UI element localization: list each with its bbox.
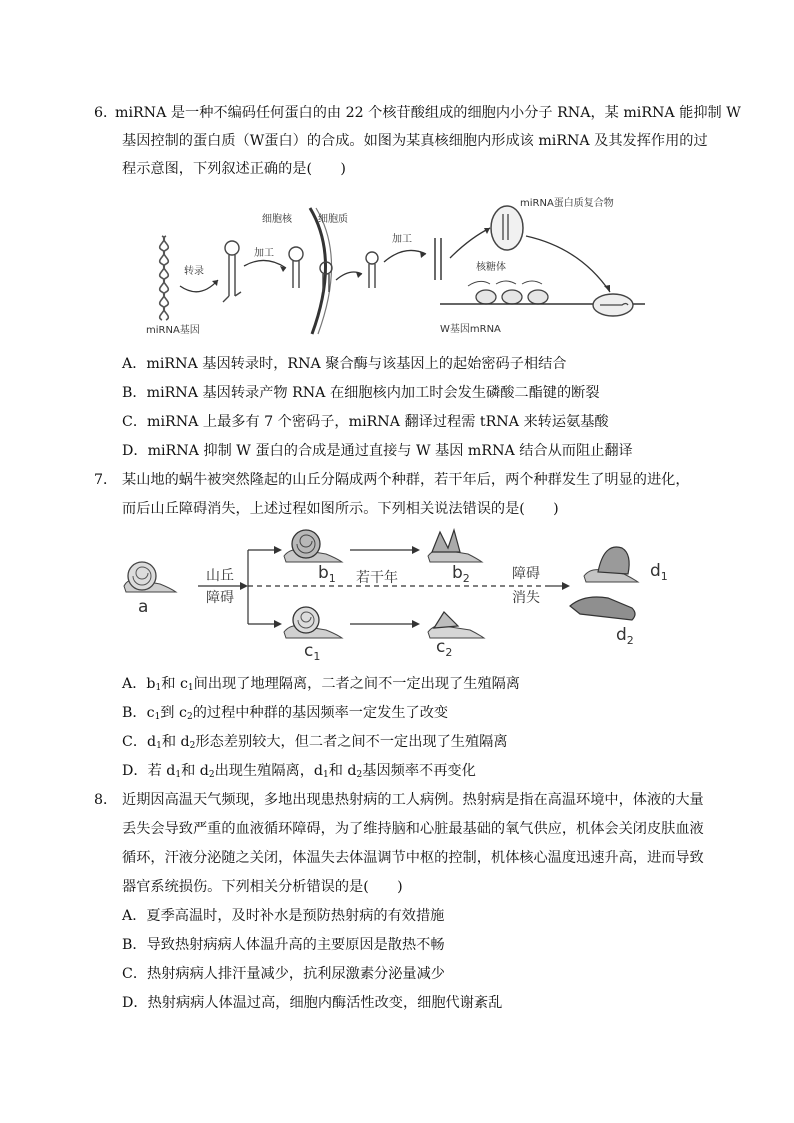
- nucleus-label: 细胞核: [262, 214, 292, 225]
- snail-icon: [284, 530, 342, 562]
- population-label: a: [138, 597, 149, 617]
- option-b[interactable]: B．$c_1$到 $c_2$的过程中种群的基因频率一定发生了改变: [122, 705, 449, 722]
- question-stem-line: 丢失会导致严重的血液循环障碍，为了维持脑和心脏最基础的氧气供应，机体会关闭皮肤血液: [122, 821, 704, 837]
- cytoplasm-label: 细胞质: [318, 214, 348, 225]
- question-stem-line: 器官系统损伤。下列相关分析错误的是( ): [122, 879, 403, 895]
- mirna-protein-complex-icon: [491, 206, 523, 250]
- pre-mirna-hairpin-icon: [289, 247, 303, 288]
- ribosome-icon: [476, 290, 548, 304]
- barrier-gone-label: 障碍: [512, 566, 540, 582]
- snail-icon: [570, 597, 635, 620]
- arrow-icon: [180, 280, 218, 292]
- mirna-duplex-icon: [435, 238, 441, 280]
- question-number: 7．: [94, 472, 118, 488]
- mrna-label: W基因mRNA: [440, 324, 501, 335]
- mirna-process-figure: [140, 188, 650, 340]
- barrier-gone-label: 消失: [512, 590, 540, 606]
- population-label: $b_2$: [452, 563, 470, 585]
- option-c[interactable]: C．$d_1$和 $d_2$形态差别较大，但二者之间不一定出现了生殖隔离: [122, 734, 508, 751]
- transcribe-label: 转录: [184, 266, 204, 277]
- ribosome-label: 核糖体: [476, 262, 506, 273]
- snail-speciation-figure: [118, 528, 678, 668]
- question-stem-line: 程示意图，下列叙述正确的是( ): [122, 161, 346, 177]
- option-d[interactable]: D．miRNA 抑制 W 蛋白的合成是通过直接与 W 基因 mRNA 结合从而阻止翻译: [122, 443, 633, 459]
- option-d[interactable]: D．热射病病人体温过高，细胞内酶活性改变，细胞代谢紊乱: [122, 995, 503, 1011]
- gene-label: miRNA基因: [146, 325, 200, 336]
- question-stem-line: 近期因高温天气频现，多地出现患热射病的工人病例。热射病是指在高温环境中，体液的大量: [122, 792, 704, 808]
- snail-icon: [584, 547, 638, 582]
- option-c[interactable]: C．miRNA 上最多有 7 个密码子，miRNA 翻译过程需 tRNA 来转运氨基酸: [122, 414, 609, 430]
- option-a[interactable]: A．夏季高温时，及时补水是预防热射病的有效措施: [122, 908, 445, 924]
- question-number: 6．: [94, 105, 118, 121]
- option-a[interactable]: A．$b_1$和 $c_1$间出现了地理隔离，二者之间不一定出现了生殖隔离: [122, 676, 520, 693]
- snail-icon: [124, 562, 176, 592]
- snail-icon: [428, 612, 484, 638]
- dna-helix-icon: [160, 236, 169, 320]
- barrier-label: 山丘: [206, 568, 234, 584]
- population-label: $b_1$: [318, 563, 336, 585]
- question-number: 8．: [94, 792, 118, 808]
- population-label: $d_2$: [616, 625, 634, 647]
- time-label: 若干年: [356, 570, 398, 586]
- question-stem-line: 而后山丘障碍消失，上述过程如图所示。下列相关说法错误的是( ): [122, 501, 559, 517]
- population-label: $c_2$: [436, 637, 453, 659]
- option-a[interactable]: A．miRNA 基因转录时，RNA 聚合酶与该基因上的起始密码子相结合: [122, 356, 567, 372]
- nuclear-membrane: [310, 208, 326, 334]
- question-stem-line: 循环，汗液分泌随之关闭，体温失去体温调节中枢的控制，机体核心温度迅速升高，进而导致: [122, 850, 704, 866]
- barrier-label: 障碍: [206, 590, 234, 606]
- question-stem-line: 基因控制的蛋白质（W蛋白）的合成。如图为某真核细胞内形成该 miRNA 及其发挥作用的过: [122, 133, 708, 149]
- snail-icon: [428, 530, 482, 562]
- option-d[interactable]: D．若 $d_1$和 $d_2$出现生殖隔离，$d_1$和 $d_2$基因频率不再变化: [122, 763, 476, 780]
- process-label: 加工: [254, 248, 274, 259]
- complex-label: miRNA蛋白质复合物: [520, 198, 614, 209]
- option-b[interactable]: B．导致热射病病人体温升高的主要原因是散热不畅: [122, 937, 445, 953]
- option-b[interactable]: B．miRNA 基因转录产物 RNA 在细胞核内加工时会发生磷酸二酯键的断裂: [122, 385, 600, 401]
- snail-icon: [284, 607, 342, 638]
- process-label: 加工: [392, 234, 412, 245]
- option-c[interactable]: C．热射病病人排汗量减少，抗利尿激素分泌量减少: [122, 966, 445, 982]
- question-stem-line: miRNA 是一种不编码任何蛋白的由 22 个核苷酸组成的细胞内小分子 RNA，某 miRNA 能抑制 W: [115, 105, 741, 121]
- population-label: $c_1$: [304, 641, 321, 663]
- question-stem-line: 某山地的蜗牛被突然隆起的山丘分隔成两个种群，若干年后，两个种群发生了明显的进化，: [122, 472, 690, 488]
- pri-mirna-hairpin-icon: [223, 241, 241, 302]
- population-label: $d_1$: [650, 561, 668, 583]
